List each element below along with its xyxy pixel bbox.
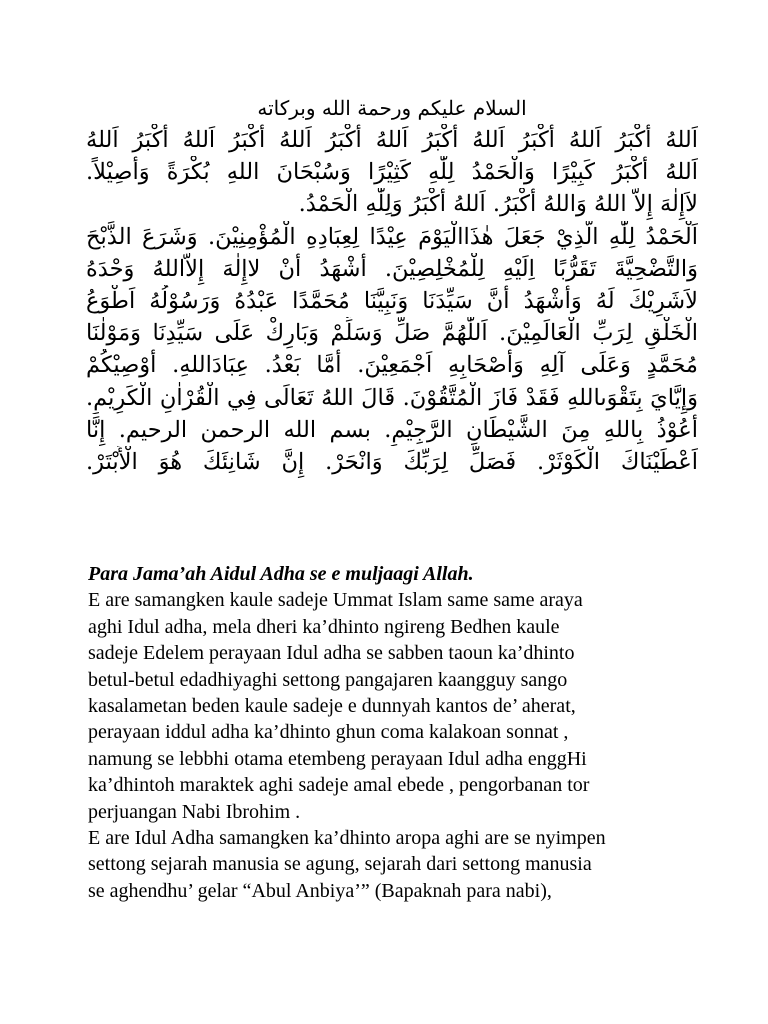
- paragraph-line: settong sejarah manusia se agung, sejarah dari settong manusia: [88, 853, 592, 876]
- arabic-line: أَعُوْذُ بِاللهِ مِنَ الشَّيْطَانِ الرَّجِيْمِ. بسم الله الرحمن الرحيم. إِنَّا: [86, 416, 698, 443]
- arabic-line: وَإِيَّايَ بِتَقْوَىاللهِ فَقَدْ فَازَ الْمُتَّقُوْنَ. قَالَ اللهُ تَعَالَى فِي الْقُرْاٰنِ الْكَرِيْمِ.: [86, 384, 698, 411]
- arabic-khutbah-opening: [86, 94, 698, 478]
- arabic-line: اَللهُ أَكْبَرُ اَللهُ أَكْبَرُ اَللهُ أَكْبَرُ اَللهُ أَكْبَرُ اَللهُ أَكْبَرُ اَللهُ أَكْبَرُ اَللهُ: [86, 127, 698, 153]
- section-heading: Para Jama’ah Aidul Adha se e muljaagi Allah.: [88, 563, 474, 585]
- arabic-line: وَالتَّضْحِيَّةَ تَقَرُّبًا اِلَيْهِ لِلْمُخْلِصِيْنَ. أَشْهَدُ أَنْ لاإِلٰهَ إِلاَّاللهُ وَحْدَهُ: [86, 255, 698, 282]
- arabic-line: اَللهُ أَكْبَرُ كَبِيْرًا وَالْحَمْدُ لِلّٰهِ كَثِيْرًا وَسُبْحَانَ اللهِ بُكْرَةً وَأَصِيْلاً.: [86, 159, 698, 186]
- arabic-greeting: السلام عليكم ورحمة الله وبركاته: [257, 96, 527, 120]
- arabic-line: مُحَمَّدٍ وَعَلَى آلِهِ وَأَصْحَابِهِ اَجْمَعِيْنَ. أَمَّا بَعْدُ. عِبَادَاللهِ. أُوْصِيْكُمْ: [86, 352, 698, 379]
- paragraph-line: perjuangan Nabi Ibrohim .: [88, 800, 301, 823]
- arabic-line: الْخَلْقِ لِرَبِّ الْعَالَمِيْنَ. اَللّٰهُمَّ صَلِّ وَسَلِّمْ وَبَارِكْ عَلَى سَيِّدِنَا وَمَوْلٰنَا: [86, 320, 698, 347]
- madurese-body: [88, 561, 688, 904]
- paragraph-line: kasalametan beden kaule sadeje e dunnyah kantos de’ aherat,: [88, 695, 576, 718]
- paragraph-line: sadeje Edelem perayaan Idul adha se sabben taoun ka’dhinto: [88, 642, 575, 665]
- paragraph-line: se aghendhu’ gelar “Abul Anbiya’” (Bapaknah para nabi),: [88, 879, 552, 902]
- paragraph-line: perayaan iddul adha ka’dhinto ghun coma kalakoan sonnat ,: [88, 721, 569, 744]
- paragraph-line: ka’dhintoh maraktek aghi sadeje amal ebede , pengorbanan tor: [88, 774, 590, 797]
- paragraph-line: namung se lebbhi otama etembeng perayaan Idul adha enggHi: [88, 747, 587, 770]
- paragraph-line: E are Idul Adha samangken ka’dhinto aropa aghi are se nyimpen: [88, 827, 606, 850]
- paragraph-line: betul-betul edadhiyaghi settong pangajaren kaangguy sango: [88, 668, 568, 691]
- arabic-line: لاَشَرِيْكَ لَهُ وَأَشْهَدُ أَنَّ سَيِّدَنَا وَنَبِيَّنَا مُحَمَّدًا عَبْدُهُ وَرَسُوْلُهُ اَطْوَعُ: [86, 288, 698, 315]
- arabic-line: اَلْحَمْدُ لِلّٰهِ الَّذِيْ جَعَلَ هٰذَاالْيَوْمَ عِيْدًا لِعِبَادِهِ الْمُؤْمِنِيْنَ. وَشَرَعَ الذَّبْحَ: [86, 223, 698, 250]
- arabic-line: لاَإِلٰهَ إِلاَّ اللهُ وَاللهُ أَكْبَرُ. اَللهُ أَكْبَرُ وَلِلّٰهِ الْحَمْدُ.: [298, 191, 698, 218]
- arabic-line: اَعْطَيْنَاكَ الْكَوْثَرْ. فَصَلِّ لِرَبِّكَ وَانْحَرْ. إِنَّ شَانِئَكَ هُوَ الْأَبْتَرْ.: [86, 449, 698, 476]
- paragraph-line: aghi Idul adha, mela dheri ka’dhinto ngireng Bedhen kaule: [88, 615, 560, 638]
- paragraph-line: E are samangken kaule sadeje Ummat Islam same same araya: [88, 589, 583, 612]
